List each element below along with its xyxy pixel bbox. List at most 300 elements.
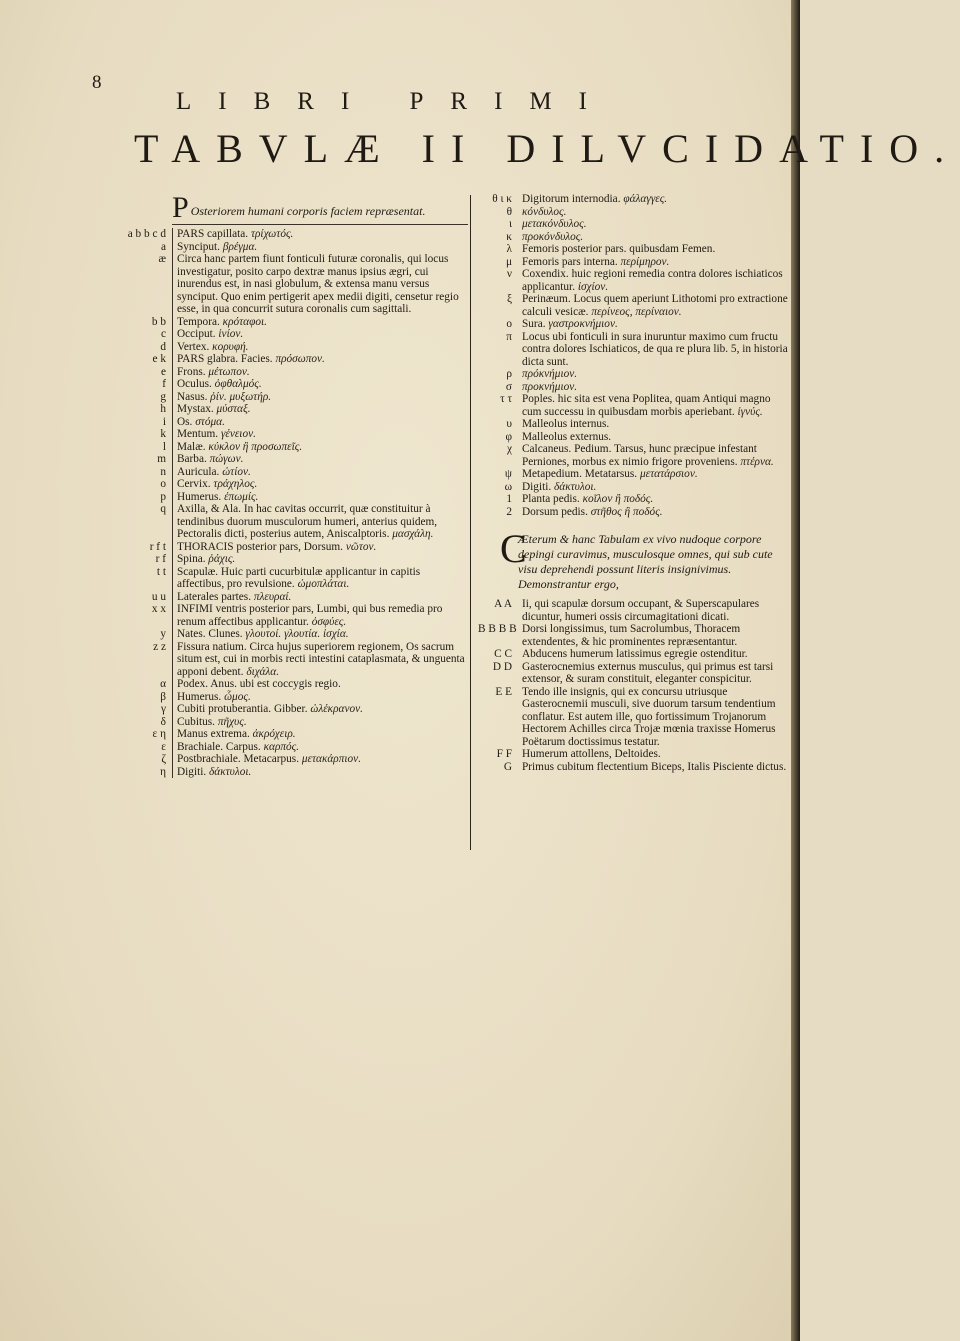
- entry-key: q: [160, 503, 166, 515]
- legend-entry: [118, 353, 468, 366]
- entry-text: Nates. Clunes.: [177, 628, 243, 640]
- entry-key: f: [162, 378, 166, 390]
- entry-body: [518, 381, 790, 394]
- entry-key: l: [162, 440, 166, 453]
- entry-key: ζ: [161, 753, 166, 765]
- legend-entry: [118, 591, 468, 604]
- entry-key: κ: [506, 230, 512, 243]
- entry-body: [172, 678, 468, 691]
- entry-body: [172, 416, 468, 429]
- entry-key: ι: [508, 218, 512, 230]
- entry-greek: ἰγνύς.: [737, 405, 763, 418]
- entry-greek: μετατάρσιον.: [639, 468, 698, 480]
- legend-entry: [118, 603, 468, 628]
- entry-text: Tendo ille insignis, qui ex concursu utriusque Gasterocnemii musculi, sive duorum tarsum tendentium conflatur. Est autem ille, quo fortissimum Trojanorum Hectorem Achilles circa Trojæ mœnia traxisse Homerus Poëtarum doctissimus testatur.: [522, 685, 776, 748]
- entry-key: ω: [504, 480, 512, 493]
- entry-key: p: [160, 490, 166, 503]
- muscle-section-intro: [478, 526, 790, 592]
- entry-body: [518, 661, 790, 686]
- entry-key: σ: [505, 380, 512, 393]
- entry-body: [172, 316, 468, 329]
- entry-body: [518, 418, 790, 431]
- legend-entry: [118, 441, 468, 454]
- legend-entry: [478, 661, 790, 686]
- entry-greek: ὀσφύες.: [311, 615, 347, 628]
- legend-entry: [118, 478, 468, 491]
- entry-body: [518, 648, 790, 661]
- entry-greek: ὦμος.: [224, 690, 251, 703]
- entry-key: r f t: [149, 540, 166, 553]
- entry-text: Coxendix. huic regioni remedia contra dolores ischiaticos applicantur.: [522, 268, 783, 293]
- entry-body: [518, 318, 790, 331]
- entry-body: [172, 478, 468, 491]
- entry-text: Humerus.: [177, 490, 222, 503]
- legend-entry: [118, 316, 468, 329]
- entry-body: [518, 268, 790, 293]
- entry-key: λ: [506, 243, 512, 255]
- entry-body: [172, 503, 468, 541]
- entry-key: k: [160, 428, 166, 440]
- entry-text: Metapedium. Metatarsus.: [522, 468, 638, 480]
- legend-entry: [118, 366, 468, 379]
- entry-greek: προκνήμιον.: [522, 380, 578, 393]
- entry-body: [172, 716, 468, 729]
- entry-text: Vertex.: [177, 340, 210, 353]
- entry-body: [172, 403, 468, 416]
- entry-text: Cubitus.: [177, 715, 215, 728]
- entry-body: [518, 623, 790, 648]
- entry-key: θ: [506, 205, 512, 218]
- entry-text: Oculus.: [177, 378, 212, 390]
- entry-greek: κύκλον ἢ προσωπεῖς.: [208, 440, 303, 453]
- legend-entry: [118, 741, 468, 754]
- legend-entry: [118, 391, 468, 404]
- entry-greek: στόμα.: [195, 415, 225, 428]
- entry-key: δ: [160, 715, 166, 728]
- entry-greek: ῥίν. μυξωτήρ.: [210, 390, 272, 403]
- entry-key: z z: [153, 640, 166, 653]
- entry-text: Planta pedis.: [522, 493, 580, 505]
- entry-body: [518, 218, 790, 231]
- entry-key: u u: [151, 590, 166, 603]
- entry-body: [172, 441, 468, 454]
- legend-entry: [478, 218, 790, 231]
- left-entry-list: [118, 228, 468, 778]
- legend-entry: [118, 766, 468, 779]
- legend-entry: [118, 703, 468, 716]
- entry-text: Poples. hic sita est vena Poplitea, quam Antiqui magno cum successu in quibusdam morbis aperiebant.: [522, 393, 771, 418]
- entry-text: Postbrachiale. Metacarpus.: [177, 753, 300, 765]
- entry-body: [172, 428, 468, 441]
- entry-greek: ἰσχίον.: [577, 280, 609, 293]
- entry-greek: περίνεος, περίναιον.: [591, 305, 682, 318]
- entry-text: Dorsi longissimus, tum Sacrolumbus, Thoracem extendentes, & hic prominentes repræsentantur.: [522, 623, 741, 648]
- legend-entry: [118, 428, 468, 441]
- entry-text: Perinæum. Locus quem aperiunt Lithotomi pro extractione calculi vesicæ.: [522, 293, 788, 318]
- entry-text: Circa hanc partem fiunt fonticuli futuræ coronalis, qui locus investigatur, posito carpo dextræ manus ipsius ægri, cui inurendus est, in nasi globulum, & extensa manu versus synciput. Quo enim pertigerit apex medii digiti, censetur regio esse, in qua concurrit sutura coronalis cum sagittali.: [177, 253, 459, 315]
- entry-body: [518, 506, 790, 519]
- entry-greek: μασχάλη.: [392, 528, 434, 540]
- legend-entry: [478, 481, 790, 494]
- entry-greek: μετακόνδυλος.: [522, 218, 587, 230]
- legend-entry: [478, 598, 790, 623]
- legend-entry: [118, 453, 468, 466]
- entry-text: Manus extrema.: [177, 728, 250, 740]
- entry-key: n: [160, 465, 166, 478]
- entry-greek: κοῖλον ἢ ποδός.: [582, 493, 654, 505]
- page-title: TABVLÆ II DILVCIDATIO.: [134, 126, 960, 171]
- entry-greek: ὀφθαλμός.: [214, 378, 262, 390]
- entry-body: [518, 331, 790, 369]
- entry-key: B B B B: [478, 623, 517, 635]
- entry-body: [172, 566, 468, 591]
- legend-entry: [118, 491, 468, 504]
- entry-greek: προκόνδυλος.: [522, 230, 584, 243]
- legend-entry: [118, 716, 468, 729]
- entry-key: α: [160, 678, 166, 690]
- entry-text: INFIMI ventris posterior pars, Lumbi, qui bus remedia pro renum affectibus applicantur.: [177, 603, 443, 628]
- entry-greek: δάκτυλοι.: [554, 480, 597, 493]
- entry-body: [172, 353, 468, 366]
- legend-entry: [478, 623, 790, 648]
- entry-text: Axilla, & Ala. In hac cavitas occurrit, quæ constituitur à tendinibus duorum musculorum humeri, anterius quidem, Pectoralis dicti, posterius autem, Aniscalptoris.: [177, 503, 438, 540]
- entry-body: [172, 491, 468, 504]
- entry-greek: διχάλα.: [246, 665, 280, 678]
- entry-body: [518, 598, 790, 623]
- entry-key: θ ι κ: [492, 193, 512, 205]
- entry-text: Locus ubi fonticuli in sura inuruntur maximo cum fructu contra dolores Ischiaticos, de qua re plura lib. 5, in historia dicta sunt.: [522, 330, 788, 368]
- legend-entry: [478, 318, 790, 331]
- entry-body: [518, 368, 790, 381]
- section-text: Æterum & hanc Tabulam ex vivo nudoque corpore depingi curavimus, musculosque omnes, qui sub cute visu deprehendi possunt literis insignivimus. Demonstrantur ergo,: [518, 532, 773, 591]
- legend-entry: [118, 541, 468, 554]
- entry-greek: μετακάρπιον.: [301, 753, 362, 765]
- entry-body: [172, 341, 468, 354]
- entry-body: [172, 703, 468, 716]
- entry-body: [518, 748, 790, 761]
- page-number: 8: [92, 72, 102, 93]
- entry-key: π: [506, 330, 512, 343]
- entry-greek: ἀκρόχειρ.: [252, 728, 296, 740]
- column-divider: [470, 195, 471, 850]
- entry-greek: φάλαγγες.: [623, 193, 668, 205]
- entry-key: E E: [495, 685, 512, 698]
- entry-key: ε η: [152, 728, 166, 740]
- entry-body: [518, 481, 790, 494]
- entry-text: Fissura natium. Circa hujus superiorem regionem, Os sacrum situm est, cui in morbis recti intestini cataplasmata, & unguenta apponi debent.: [177, 640, 465, 678]
- legend-entry: [478, 293, 790, 318]
- entry-text: Ii, qui scapulæ dorsum occupant, & Superscapulares dicuntur, humeri ossis circumagitationi dicati.: [522, 598, 760, 623]
- entry-body: [172, 466, 468, 479]
- entry-key: o: [160, 478, 166, 490]
- entry-key: 1: [506, 493, 512, 505]
- entry-text: Mentum.: [177, 428, 219, 440]
- legend-entry: [118, 341, 468, 354]
- entry-greek: πρόκνήμιον.: [522, 368, 578, 380]
- entry-text: Digiti.: [522, 480, 552, 493]
- entry-key: τ τ: [500, 393, 512, 405]
- entry-text: Femoris posterior pars. quibusdam Femen.: [522, 243, 716, 255]
- entry-key: b b: [151, 315, 166, 328]
- entry-body: [172, 628, 468, 641]
- entry-greek: ὠλέκρανον.: [310, 703, 363, 715]
- legend-entry: [118, 691, 468, 704]
- entry-body: [518, 293, 790, 318]
- entry-key: r f: [155, 553, 166, 565]
- legend-entry: [118, 378, 468, 391]
- entry-body: [518, 686, 790, 749]
- entry-text: Barba.: [177, 453, 207, 465]
- entry-key: t t: [156, 565, 166, 578]
- entry-key: D D: [492, 660, 512, 673]
- entry-key: η: [160, 765, 166, 778]
- book-spine-shadow: [791, 0, 800, 1341]
- entry-key: μ: [505, 255, 512, 268]
- legend-entry: [478, 431, 790, 444]
- legend-entry: [118, 553, 468, 566]
- entry-text: Auricula.: [177, 465, 220, 478]
- entry-body: [518, 206, 790, 219]
- entry-text: Abducens humerum latissimus egregie ostenditur.: [522, 648, 748, 660]
- entry-text: Nasus.: [177, 390, 208, 403]
- entry-text: Tempora.: [177, 315, 220, 328]
- legend-entry: [478, 648, 790, 661]
- legend-entry: [478, 686, 790, 749]
- entry-text: Cubiti protuberantia. Gibber.: [177, 703, 308, 715]
- intro-dropcap: P: [172, 191, 189, 224]
- left-column: [118, 191, 468, 778]
- entry-text: Primus cubitum flectentium Biceps, Italis Pisciente dictus.: [522, 760, 787, 773]
- entry-greek: πρόσωπον.: [275, 353, 325, 365]
- entry-key: β: [160, 690, 166, 703]
- entry-body: [518, 243, 790, 256]
- entry-key: ψ: [504, 468, 512, 480]
- entry-body: [518, 761, 790, 774]
- entry-text: THORACIS posterior pars, Dorsum.: [177, 540, 343, 553]
- entry-text: Dorsum pedis.: [522, 505, 588, 518]
- entry-body: [518, 256, 790, 269]
- entry-text: Malleolus externus.: [522, 430, 612, 443]
- entry-body: [172, 603, 468, 628]
- entry-greek: περίμηρον.: [620, 255, 670, 268]
- entry-body: [172, 391, 468, 404]
- entry-text: Calcaneus. Pedium. Tarsus, hunc præcipue infestant Perniones, morbus ex nimio frigore proveniens.: [522, 443, 757, 468]
- section-dropcap: C: [500, 526, 527, 571]
- right-entry-list: [478, 193, 790, 518]
- entry-text: Cervix.: [177, 478, 211, 490]
- legend-entry: [478, 506, 790, 519]
- entry-greek: καρπός.: [263, 740, 300, 753]
- entry-key: i: [162, 415, 166, 428]
- legend-entry: [478, 381, 790, 394]
- entry-text: Malleolus internus.: [522, 418, 610, 430]
- legend-entry: [478, 231, 790, 244]
- entry-body: [172, 553, 468, 566]
- right-column: [478, 193, 790, 773]
- entry-text: Mystax.: [177, 403, 214, 415]
- entry-greek: κρόταφοι.: [222, 315, 267, 328]
- entry-body: [172, 541, 468, 554]
- entry-greek: ὠμοπλάται.: [297, 578, 350, 590]
- intro-heading: [172, 191, 468, 225]
- entry-text: Humerus.: [177, 690, 222, 703]
- entry-text: Brachiale. Carpus.: [177, 740, 261, 753]
- entry-greek: πώγων.: [209, 453, 244, 465]
- entry-body: [172, 253, 468, 316]
- entry-text: Digiti.: [177, 765, 207, 778]
- legend-entry: [118, 628, 468, 641]
- entry-body: [172, 453, 468, 466]
- entry-body: [172, 591, 468, 604]
- legend-entry: [478, 268, 790, 293]
- legend-entry: [478, 748, 790, 761]
- entry-text: Occiput.: [177, 328, 216, 340]
- entry-body: [172, 641, 468, 679]
- entry-greek: ἐπωμίς.: [224, 490, 259, 503]
- entry-text: Humerum attollens, Deltoides.: [522, 748, 661, 760]
- entry-greek: πῆχυς.: [217, 715, 247, 728]
- entry-key: A A: [494, 598, 512, 610]
- entry-key: ν: [506, 268, 512, 280]
- legend-entry: [478, 443, 790, 468]
- entry-body: [172, 366, 468, 379]
- entry-body: [518, 193, 790, 206]
- entry-body: [518, 468, 790, 481]
- muscle-entry-list: [478, 598, 790, 773]
- legend-entry: [478, 193, 790, 206]
- entry-key: e: [160, 365, 166, 378]
- entry-key: æ: [158, 253, 166, 265]
- entry-text: Podex. Anus. ubi est coccygis regio.: [177, 678, 341, 690]
- legend-entry: [478, 418, 790, 431]
- entry-key: x x: [151, 603, 166, 615]
- entry-text: Femoris pars interna.: [522, 255, 618, 268]
- entry-key: γ: [161, 703, 166, 715]
- entry-body: [172, 691, 468, 704]
- entry-key: G: [503, 760, 512, 773]
- legend-entry: [118, 253, 468, 316]
- entry-body: [518, 431, 790, 444]
- legend-entry: [118, 566, 468, 591]
- entry-key: ρ: [506, 368, 512, 380]
- entry-text: Frons.: [177, 365, 206, 378]
- entry-body: [172, 753, 468, 766]
- legend-entry: [118, 228, 468, 241]
- entry-text: PARS capillata.: [177, 228, 249, 240]
- entry-key: χ: [506, 443, 512, 455]
- legend-entry: [118, 403, 468, 416]
- entry-key: h: [160, 403, 166, 415]
- entry-body: [172, 741, 468, 754]
- entry-text: Os.: [177, 415, 193, 428]
- entry-key: a b b c d: [127, 228, 166, 240]
- entry-greek: ῥάχις.: [208, 553, 236, 565]
- legend-entry: [478, 206, 790, 219]
- entry-key: F F: [496, 748, 512, 760]
- entry-greek: τράχηλος.: [213, 478, 258, 490]
- entry-greek: τρίχωτός.: [250, 228, 294, 240]
- entry-text: Laterales partes.: [177, 590, 252, 603]
- legend-entry: [118, 328, 468, 341]
- entry-body: [518, 493, 790, 506]
- entry-key: υ: [506, 418, 512, 430]
- entry-greek: πτέρνα.: [740, 455, 774, 468]
- entry-body: [172, 728, 468, 741]
- legend-entry: [118, 466, 468, 479]
- legend-entry: [478, 761, 790, 774]
- entry-body: [172, 328, 468, 341]
- entry-greek: κορυφή.: [212, 340, 249, 353]
- entry-greek: δάκτυλοι.: [209, 765, 252, 778]
- entry-greek: μύσταξ.: [216, 403, 251, 415]
- entry-key: y: [160, 628, 166, 640]
- entry-greek: ἰνίον.: [218, 328, 244, 340]
- entry-key: m: [157, 453, 166, 465]
- legend-entry: [118, 753, 468, 766]
- entry-greek: βρέγμα.: [222, 240, 258, 253]
- entry-key: ο: [506, 318, 512, 330]
- entry-text: Digitorum internodia.: [522, 193, 621, 205]
- entry-text: Malæ.: [177, 440, 206, 453]
- legend-entry: [478, 256, 790, 269]
- entry-greek: μέτωπον.: [208, 365, 250, 378]
- entry-text: Spina.: [177, 553, 206, 565]
- entry-body: [172, 241, 468, 254]
- legend-entry: [478, 393, 790, 418]
- entry-text: Sura.: [522, 318, 546, 330]
- entry-key: g: [160, 390, 166, 403]
- legend-entry: [118, 678, 468, 691]
- entry-greek: πλευραί.: [253, 590, 292, 603]
- entry-text: Synciput.: [177, 240, 220, 253]
- entry-key: d: [160, 340, 166, 353]
- entry-body: [518, 443, 790, 468]
- entry-body: [518, 393, 790, 418]
- running-head: LIBRI PRIMI: [176, 88, 614, 115]
- entry-key: φ: [505, 430, 512, 443]
- legend-entry: [118, 641, 468, 679]
- entry-key: c: [160, 328, 166, 340]
- entry-greek: στῆθος ἢ ποδός.: [590, 505, 663, 518]
- legend-entry: [478, 368, 790, 381]
- legend-entry: [478, 468, 790, 481]
- entry-greek: γαστροκνήμιον.: [548, 318, 618, 330]
- entry-body: [172, 766, 468, 779]
- entry-greek: γλουτοί. γλουτία. ἰσχία.: [245, 628, 349, 640]
- entry-body: [518, 231, 790, 244]
- legend-entry: [478, 493, 790, 506]
- entry-key: ε: [161, 740, 166, 753]
- entry-text: PARS glabra. Facies.: [177, 353, 273, 365]
- legend-entry: [118, 416, 468, 429]
- entry-body: [172, 378, 468, 391]
- legend-entry: [118, 728, 468, 741]
- intro-text: Osteriorem humani corporis faciem repræsentat.: [190, 204, 426, 218]
- legend-entry: [478, 243, 790, 256]
- entry-text: Scapulæ. Huic parti cucurbitulæ applicantur in capitis affectibus, pro revulsione.: [177, 565, 421, 590]
- entry-key: ξ: [506, 293, 512, 305]
- legend-entry: [118, 503, 468, 541]
- entry-greek: κόνδυλος.: [522, 205, 567, 218]
- entry-body: [172, 228, 468, 241]
- entry-key: e k: [152, 353, 166, 365]
- legend-entry: [118, 241, 468, 254]
- entry-key: C C: [494, 648, 512, 660]
- entry-key: 2: [506, 505, 512, 518]
- entry-greek: ὠτίον.: [222, 465, 251, 478]
- legend-entry: [478, 331, 790, 369]
- entry-greek: γένειον.: [220, 428, 256, 440]
